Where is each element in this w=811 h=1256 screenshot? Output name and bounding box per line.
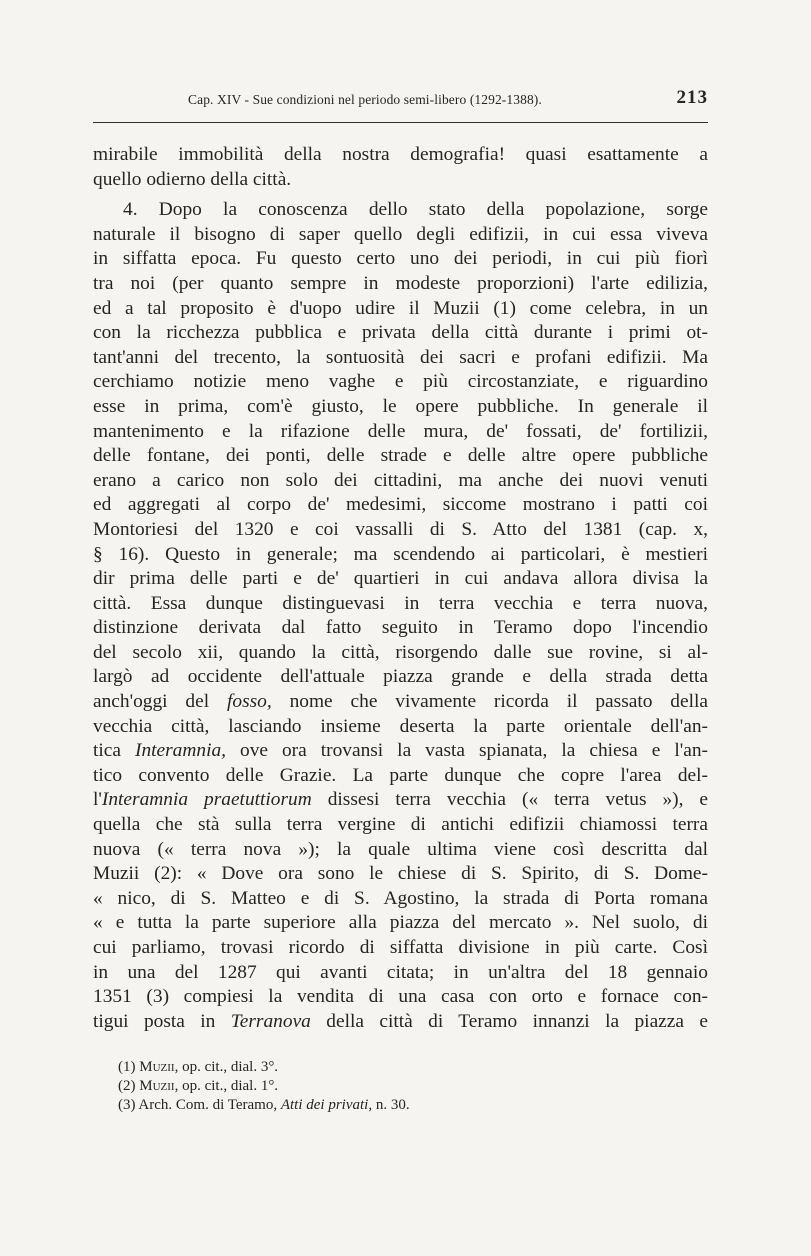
running-header — [93, 87, 708, 114]
text-segment: dissesi terra vecchia (« terra vetus »), e — [311, 789, 709, 811]
footnote-mark: (2) — [118, 1078, 140, 1094]
text-segment: Montoriesi del 1320 e coi vassalli di S. Atto del 1381 (cap. x, — [93, 518, 708, 540]
text-segment: tico convento delle Grazie. La parte dunque che copre l'area del- — [93, 764, 708, 786]
text-line — [93, 813, 708, 838]
text-segment: mantenimento e la rifazione delle mura, de' fossati, de' fortilizii, — [93, 420, 708, 442]
running-title: Cap. XIV - Sue condizioni nel periodo semi-libero (1292-1388). — [188, 92, 542, 107]
text-line — [93, 665, 708, 690]
text-segment: mirabile immobilità della nostra demografia! quasi esattamente a — [93, 144, 708, 165]
text-line — [93, 198, 708, 223]
text-segment: Muzii (2): « Dove ora sono le chiese di S. Spirito, di S. Dome- — [93, 863, 708, 885]
text-line — [93, 911, 708, 936]
text-line — [93, 370, 708, 395]
text-line — [93, 739, 708, 764]
text-line — [93, 346, 708, 371]
text-line — [93, 493, 708, 518]
text-segment: § 16). Questo in generale; ma scendendo ai particolari, è mestieri — [93, 543, 708, 565]
text-segment: tica — [93, 740, 135, 762]
text-line — [93, 715, 708, 740]
text-line — [93, 567, 708, 592]
text-line — [93, 143, 708, 168]
footnotes — [118, 1058, 410, 1115]
text-segment: vecchia città, lasciando insieme deserta la parte orientale dell'an- — [93, 715, 708, 737]
text-line — [93, 321, 708, 346]
text-segment: dir prima delle parti e de' quartieri in cui andava allora divisa la — [93, 568, 708, 590]
text-line — [93, 838, 708, 863]
text-line — [93, 1010, 708, 1035]
text-line — [93, 961, 708, 986]
text-line — [93, 764, 708, 789]
text-line — [93, 641, 708, 666]
text-segment: l' — [93, 789, 102, 811]
text-segment: cui parliamo, trovasi ricordo di siffatta divisione in più carte. Così — [93, 937, 708, 958]
text-segment: ove ora trovansi la vasta spianata, la chiesa e l'an- — [226, 740, 708, 762]
text-line — [93, 469, 708, 494]
text-line — [93, 887, 708, 912]
footnote — [118, 1077, 410, 1096]
text-segment: delle fontane, dei ponti, delle strade e delle altre opere pubbliche — [93, 445, 708, 467]
text-line — [93, 862, 708, 887]
text-segment: « e tutta la parte superiore alla piazza del mercato ». Nel suolo, di — [93, 912, 708, 934]
italic-text: fosso, — [227, 691, 272, 713]
text-segment: in siffatta epoca. Fu questo certo uno dei periodi, in cui più fiorì — [93, 248, 708, 270]
footnote-rest: , op. cit., dial. 3°. — [174, 1059, 279, 1075]
body-text — [93, 143, 708, 1034]
text-segment: anch'oggi del — [93, 691, 227, 713]
text-segment: del secolo xii, quando la città, risorgendo dalle sue rovine, si al- — [93, 641, 708, 663]
text-segment: con la ricchezza pubblica e privata della città durante i primi ot- — [93, 322, 708, 344]
text-segment: nuova (« terra nova »); la quale ultima viene così descritta dal — [93, 838, 708, 860]
text-line — [93, 247, 708, 272]
text-line — [93, 223, 708, 248]
text-segment: tant'anni del trecento, la sontuosità dei sacri e profani edifizii. Ma — [93, 346, 708, 368]
text-segment: largò ad occidente dell'attuale piazza grande e della strada detta — [93, 666, 708, 688]
text-segment: « nico, di S. Matteo e di S. Agostino, la strada di Porta romana — [93, 887, 708, 909]
text-segment: 1351 (3) compiesi la vendita di una casa con orto e fornace con- — [93, 986, 708, 1008]
text-segment: ed a tal proposito è d'uopo udire il Muzii (1) come celebra, in un — [93, 297, 708, 319]
text-line — [93, 444, 708, 469]
text-segment: 4. Dopo la conoscenza dello stato della popolazione, sorge — [123, 199, 708, 221]
footnote-title: Atti dei privati, — [280, 1097, 373, 1113]
text-segment: naturale il bisogno di saper quello degli edifizii, in cui essa viveva — [93, 223, 708, 245]
text-segment: ed aggregati al corpo de' medesimi, siccome mostrano i patti coi — [93, 494, 708, 516]
footnote-rest: , op. cit., dial. 1°. — [174, 1078, 279, 1094]
text-line — [93, 788, 708, 813]
italic-text: Interamnia, — [134, 740, 227, 762]
text-line — [93, 985, 708, 1010]
text-segment: tigui posta in — [93, 1010, 231, 1032]
text-segment: nome che vivamente ricorda il passato della — [271, 691, 708, 713]
text-line — [93, 395, 708, 420]
text-segment: cerchiamo notizie meno vaghe e più circostanziate, e riguardino — [93, 371, 708, 393]
footnote-author: Muzii — [139, 1059, 175, 1075]
footnote-mark: (1) — [118, 1059, 140, 1075]
text-line — [93, 297, 708, 322]
header-rule — [93, 122, 708, 123]
footnote-tail: n. 30. — [372, 1097, 410, 1113]
footnote-author: Muzii — [139, 1078, 175, 1094]
text-segment: quello odierno della città. — [93, 168, 292, 190]
text-segment: in una del 1287 qui avanti citata; in un'altra del 18 gennaio — [93, 961, 708, 983]
italic-text: Interamnia praetuttiorum — [101, 789, 312, 811]
text-segment: erano a carico non solo dei cittadini, ma anche dei nuovi venuti — [93, 469, 708, 491]
footnote-mark: (3) — [118, 1097, 139, 1113]
text-segment: città. Essa dunque distinguevasi in terra vecchia e terra nuova, — [93, 592, 708, 614]
text-line — [93, 420, 708, 445]
text-line — [93, 168, 708, 193]
text-line — [93, 936, 708, 961]
text-line — [93, 616, 708, 641]
text-segment: tra noi (per quanto sempre in modeste proporzioni) l'arte edilizia, — [93, 272, 708, 294]
text-line — [93, 690, 708, 715]
text-segment: esse in prima, com'è giusto, le opere pubbliche. In generale il — [93, 395, 708, 417]
text-line — [93, 272, 708, 297]
page-number: 213 — [676, 87, 708, 108]
text-line — [93, 543, 708, 568]
footnote — [118, 1058, 410, 1077]
text-segment: distinzione derivata dal fatto seguito in Teramo dopo l'incendio — [93, 617, 708, 639]
text-line — [93, 518, 708, 543]
text-line — [93, 592, 708, 617]
italic-text: Terranova — [230, 1010, 311, 1032]
text-segment: della città di Teramo innanzi la piazza e — [310, 1010, 708, 1032]
footnote-rest: Arch. Com. di Teramo, — [138, 1097, 281, 1113]
footnote — [118, 1096, 410, 1115]
text-segment: quella che stà sulla terra vergine di antichi edifizii chiamossi terra — [93, 814, 708, 836]
